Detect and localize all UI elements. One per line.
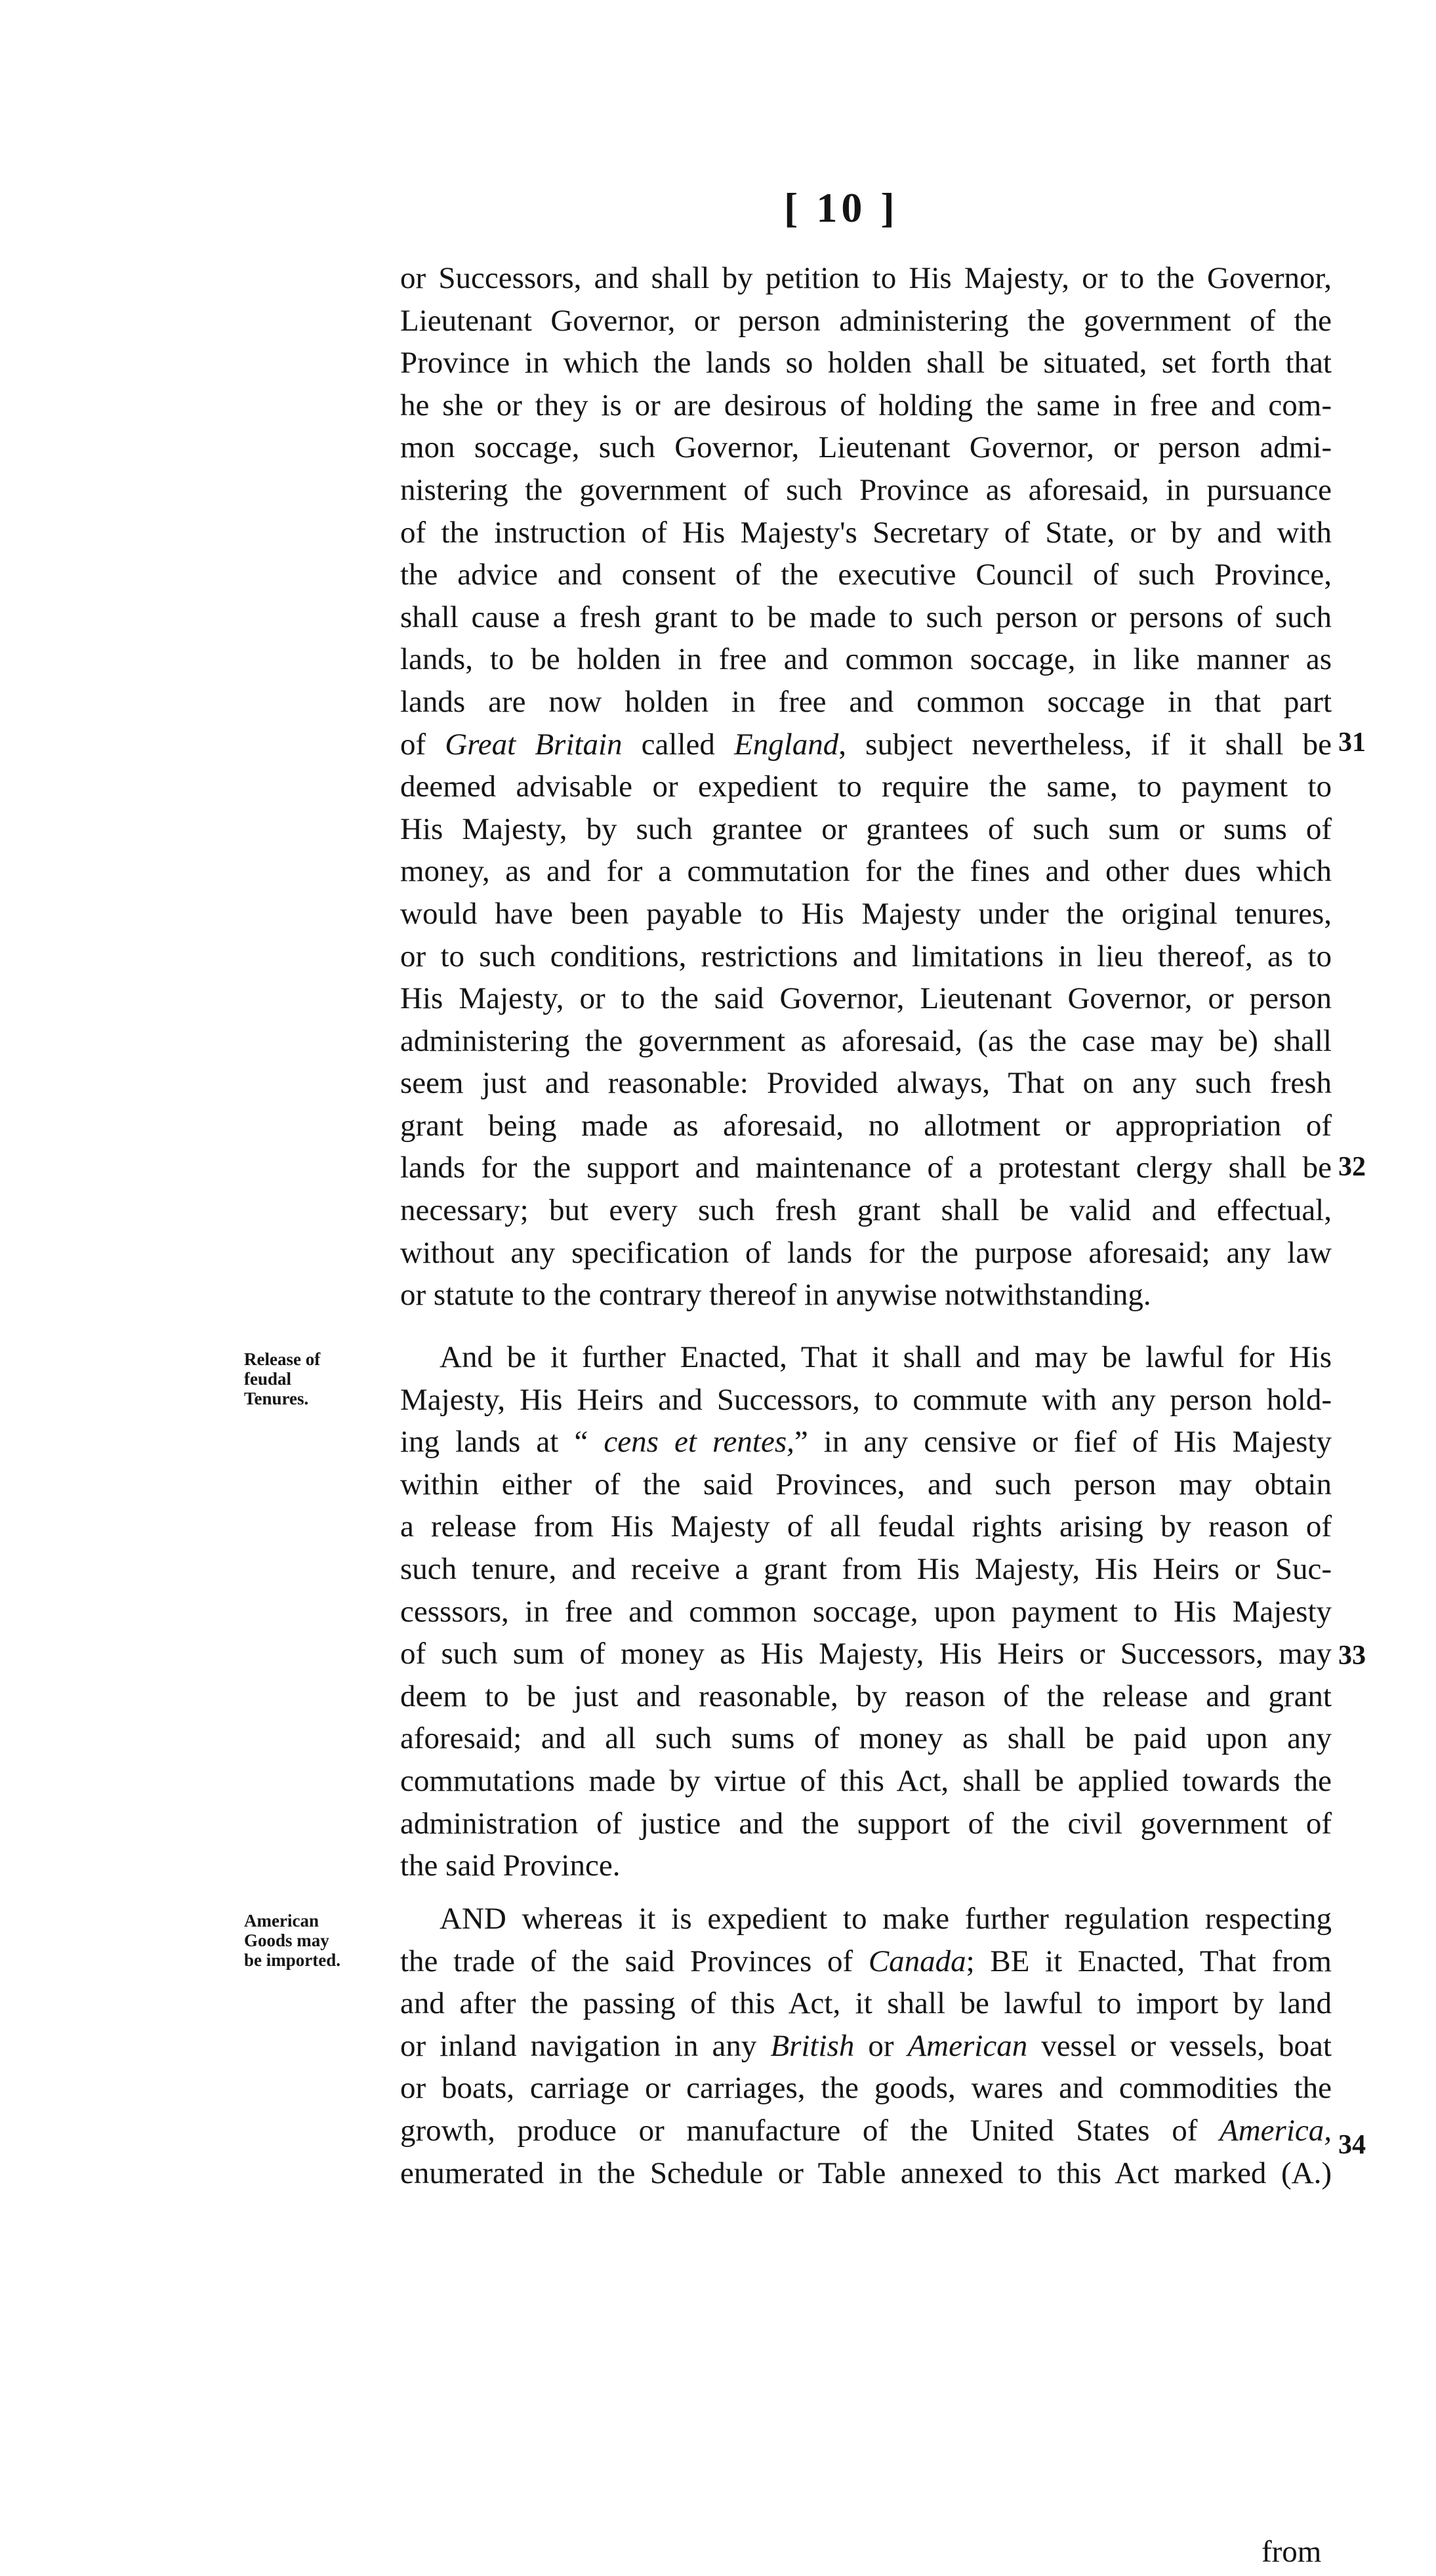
text-line: aforesaid; and all such sums of money as shall be paid upon any — [400, 1721, 1332, 1756]
line-number: 33 — [1338, 1641, 1366, 1671]
text-line: a release from His Majesty of all feudal rights arising by reason of — [400, 1509, 1332, 1544]
line-number: 32 — [1338, 1152, 1366, 1182]
paragraph-release-of-feudal-tenures — [400, 1336, 1332, 1887]
line-number: 34 — [1338, 2130, 1366, 2160]
text-line: without any specification of lands for the purpose aforesaid; any law — [400, 1235, 1332, 1270]
text-line: of the instruction of His Majesty's Secretary of State, or by and with — [400, 515, 1332, 550]
margin-note-line: Goods may — [244, 1931, 329, 1950]
text-line: the trade of the said Provinces of Canada; BE it Enacted, That from — [400, 1944, 1332, 1978]
text-line: deemed advisable or expedient to require the same, to payment to — [400, 769, 1332, 804]
text-line: cesssors, in free and common soccage, upon payment to His Majesty — [400, 1594, 1332, 1629]
text-line: Lieutenant Governor, or person administering the government of the — [400, 303, 1332, 338]
text-line: lands are now holden in free and common soccage in that part — [400, 684, 1332, 719]
text-line: ing lands at “ cens et rentes,” in any censive or fief of His Majesty — [400, 1425, 1332, 1460]
text-line: and after the passing of this Act, it shall be lawful to import by land — [400, 1986, 1332, 2021]
text-line: Majesty, His Heirs and Successors, to commute with any person hold- — [400, 1382, 1332, 1417]
paragraph-american-goods — [400, 1898, 1332, 2194]
margin-note-line: feudal — [244, 1369, 292, 1389]
text-line: commutations made by virtue of this Act, shall be applied towards the — [400, 1763, 1332, 1798]
text-line: he she or they is or are desirous of holding the same in free and com- — [400, 388, 1332, 422]
text-line: or statute to the contrary thereof in anywise notwithstanding. — [400, 1278, 1151, 1313]
text-line: money, as and for a commutation for the fines and other dues which — [400, 854, 1332, 889]
text-line: enumerated in the Schedule or Table annexed to this Act marked (A.) — [400, 2156, 1332, 2190]
text-line: or boats, carriage or carriages, the goods, wares and commodities the — [400, 2071, 1332, 2106]
text-line: seem just and reasonable: Provided always, That on any such fresh — [400, 1066, 1332, 1101]
text-line: And be it further Enacted, That it shall and may be lawful for His — [440, 1340, 1332, 1374]
text-line: lands for the support and maintenance of a protestant clergy shall be — [400, 1151, 1332, 1185]
text-line: within either of the said Provinces, and such person may obtain — [400, 1467, 1332, 1502]
text-line: mon soccage, such Governor, Lieutenant Governor, or person admi- — [400, 430, 1332, 465]
text-line: of Great Britain called England, subject nevertheless, if it shall be — [400, 727, 1332, 762]
margin-note-american-goods — [244, 1911, 340, 1970]
text-line: shall cause a fresh grant to be made to such person or persons of such — [400, 600, 1332, 634]
text-line: of such sum of money as His Majesty, His Heirs or Successors, may — [400, 1637, 1332, 1671]
text-line: administering the government as aforesaid, (as the case may be) shall — [400, 1023, 1332, 1058]
text-line: administration of justice and the support of the civil government of — [400, 1806, 1332, 1841]
margin-note-line: be imported. — [244, 1950, 340, 1970]
text-line: or inland navigation in any British or American vessel or vessels, boat — [400, 2028, 1332, 2063]
margin-note-line: Release of — [244, 1349, 321, 1369]
text-line: the advice and consent of the executive Council of such Province, — [400, 558, 1332, 592]
margin-note-release-of-feudal-tenures — [244, 1349, 320, 1408]
text-line: such tenure, and receive a grant from His Majesty, His Heirs or Suc- — [400, 1551, 1332, 1586]
text-line: nistering the government of such Province as aforesaid, in pursuance — [400, 472, 1332, 507]
text-line: deem to be just and reasonable, by reason of the release and grant — [400, 1679, 1332, 1713]
margin-note-line: American — [244, 1911, 319, 1931]
text-line: Province in which the lands so holden shall be situated, set forth that — [400, 346, 1332, 380]
text-line: lands, to be holden in free and common soccage, in like manner as — [400, 642, 1332, 677]
catchword: from — [1262, 2535, 1322, 2569]
text-line: AND whereas it is expedient to make further regulation respecting — [440, 1902, 1332, 1936]
line-number: 31 — [1338, 727, 1366, 758]
text-line: or to such conditions, restrictions and limitations in lieu thereof, as to — [400, 939, 1332, 973]
text-line: would have been payable to His Majesty under the original tenures, — [400, 896, 1332, 931]
text-line: His Majesty, or to the said Governor, Lieutenant Governor, or person — [400, 981, 1332, 1016]
margin-note-line: Tenures. — [244, 1389, 309, 1408]
text-line: necessary; but every such fresh grant shall be valid and effectual, — [400, 1193, 1332, 1228]
text-line: growth, produce or manufacture of the United States of America, — [400, 2113, 1332, 2148]
paragraph-continuation — [400, 257, 1332, 1317]
text-line: the said Province. — [400, 1849, 621, 1883]
text-line: His Majesty, by such grantee or grantees of such sum or sums of — [400, 811, 1332, 846]
page-number: [ 10 ] — [784, 184, 899, 231]
text-line: or Successors, and shall by petition to His Majesty, or to the Governor, — [400, 261, 1332, 295]
text-line: grant being made as aforesaid, no allotment or appropriation of — [400, 1108, 1332, 1143]
